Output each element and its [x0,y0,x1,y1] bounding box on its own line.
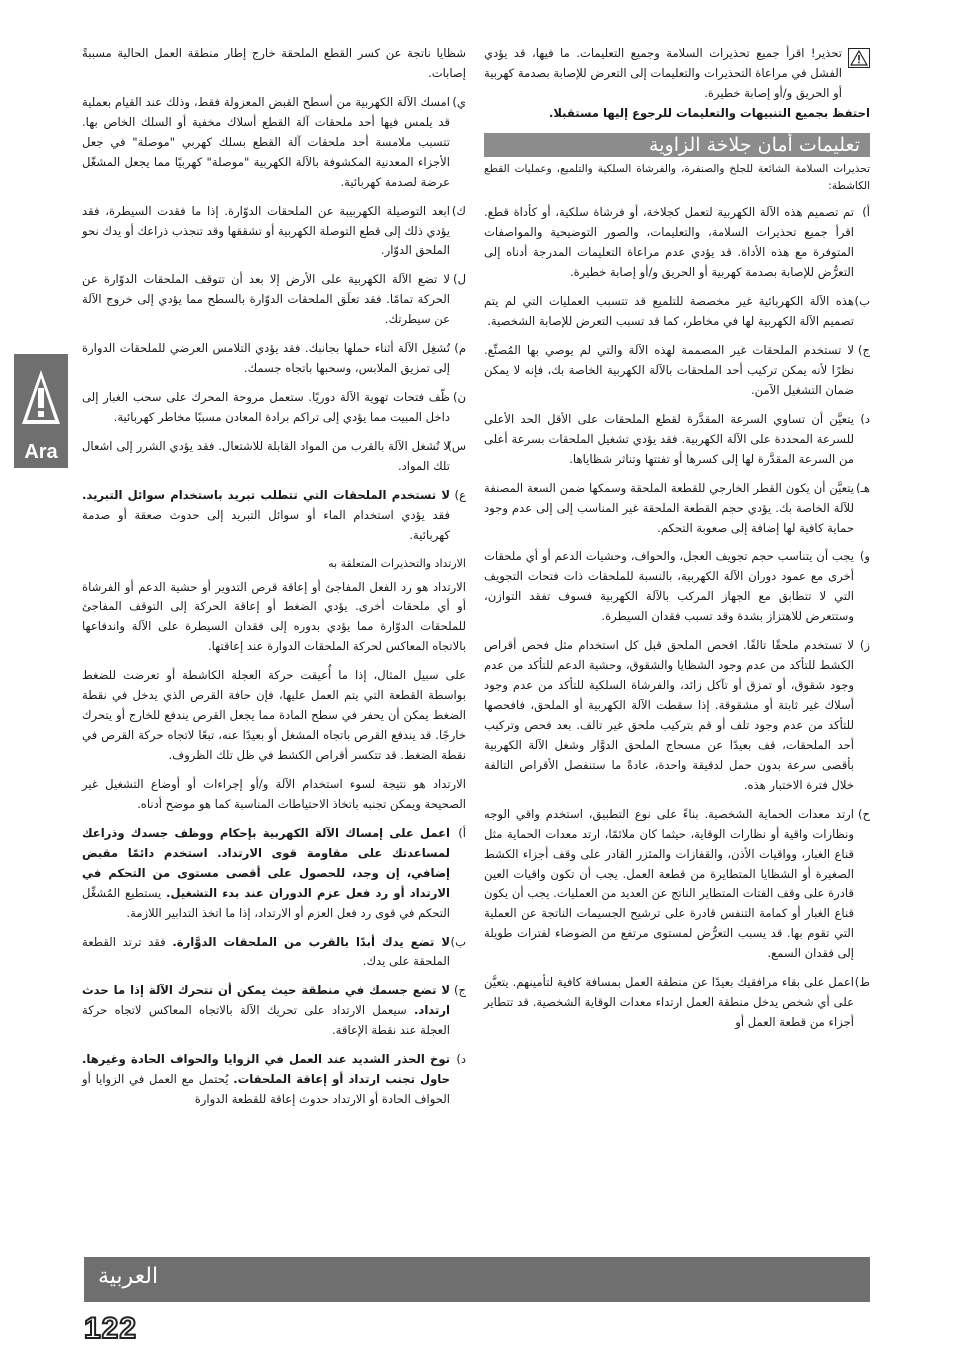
coolant-bold: لا تستخدم الملحقات التي تتطلب تبريد باستخدام سوائل التبريد. [82,487,450,502]
item-text: اعمل على بقاء مرافقيك بعيدًا عن منطقة العمل بمسافة كافية لتأمينهم. يتعيَّن على أي شخص يدخل منطقة العمل ارتداء معدات الوقاية الشخصية. قد تتطاير أجزاء من قطعة العمل أو [484,975,854,1030]
continuation-text: شظايا ناتجة عن كسر القطع الملحقة خارج إطار منطقة العمل الحالية مسببةً إصابات. [82,46,466,80]
safety-item-e [484,479,870,539]
item-label: ل) [453,272,466,287]
item-bold: لا تضع يدك أبدًا بالقرب من الملحقات الدوَّارة. [172,934,450,949]
item-text: يستطيع المُشغِّل التحكم في قوى رد فعل العزم أو الارتداد، إذا ما اتخذ التدابير اللازمة. [82,885,450,920]
item-bold: توخ الحذر الشديد عند العمل في الزوايا والحواف الحادة وغيرها. حاول تجنب ارتداد أو إعاقة الملحقات. [82,1052,451,1087]
section-title: تعليمات أمان جلاخة الزاوية [484,133,870,157]
section-subheading: تحذيرات السلامة الشائعة للجلخ والصنفرة، والفرشاة السلكية والتلميع، وعمليات القطع الكاشطة: [484,162,870,193]
item-text: تُشغِل الآلة أثناء حملها بجانبك. فقد يؤدي التلامس العرضي للملحقات الدوارة إلى تمزيق الملابس، وسحبها باتجاه جسمك. [82,341,450,376]
item-label: و) [859,549,870,564]
item-label: ج) [857,343,870,357]
item-label: ز) [859,638,870,653]
safety-item-d [484,410,870,470]
item-label: د) [860,411,870,426]
safety-item-b [484,292,870,332]
kickback-item-c [82,981,466,1041]
safety-item-y [82,93,466,193]
page-number: 122 [84,1312,138,1345]
kickback-item-b [82,933,466,973]
warning-exclamation-icon [20,368,62,428]
kickback-item-a [82,824,466,924]
item-text: لا تستخدم ملحقًا تالفًا. افحص الملحق قبل كل استخدام مثل فحص أقراص الكشط للتأكد من عدم وجود الشظايا والشقوق، وحشية الدعم للتأكد من عدم وجود شقوق، أو تمزق أو تآكل زائد، والفرشاة السلكية للتأكد من عدم وجود أسلاك غير ثابتة أو مشقوقة. إذا سقطت الآلة الكهربية أو الملحق، فافحصها للتأكد من عدم وجود تلف أو قم بتركيب ملحق غير تالف. بعد فحص وتركيب أحد الملحقات، قف بعيدًا عن مسحاج الملحق الدوَّار وشغل الآلة الكهربية بأقصى سرعة بدون حمل لدقيقة واحدة، عادةً ما ستنفصل الأقراص التالفة خلال فترة الاختبار هذه. [484,638,854,792]
item-label: أ) [862,205,870,220]
intro-keep-instructions: احتفظ بجميع التنبيهات والتعليمات للرجوع إليها مستقبلا. [548,105,870,120]
coolant-text: فقد يؤدي استخدام الماء أو سوائل التبريد إلى حدوث صعقة أو صدمة كهربائية. [82,507,450,542]
safety-item-n [82,388,466,428]
safety-item-m [82,339,466,379]
item-text: ارتد معدات الحماية الشخصية. بناءً على نوع التطبيق، استخدم واقي الوجه ونظارات واقية أو نظارات الوقاية، حيثما كان ملائمًا، ارتد معدات الحماية مثل قناع الغبار، وواقيات الأذن، والقفازات والمئزر القادر على وقف أجزاء الكشط الصغيرة أو الشظايا المتطايرة من قطعة العمل. يجب أن تكون واقيات العين قادرة على وقف الفتات المتطاير الناتج عن العديد من العمليات. يجب أن يكون قناع الغبار أو كمامة التنفس قادرة على ترشيح الجسيمات الناتجة عن العملية التي تقوم بها. قد يسبب التعرُّض لمستوى مرتفع من الضوضاء لفترات طويلة إلى فقدان السمع. [484,806,854,961]
kickback-heading: الارتداد والتحذيرات المتعلقة به [328,556,466,570]
item-text: ابعد التوصيلة الكهربيبة عن الملحقات الدوّارة. إذا ما فقدت السيطرة، فقد يؤدي ذلك إلى قطع التوصلة الكهربية أو تشققها وقد تنجذب ذراعك أو يدك نحو الملحق الدوّار. [82,203,450,258]
warning-triangle-icon [848,48,870,68]
safety-item-i [484,973,870,1033]
right-column [484,44,870,1042]
footer-language-bar [84,1257,870,1302]
safety-item-h [484,805,870,965]
kickback-paragraph-1: الارتداد هو رد الفعل المفاجئ أو إعاقة قرص التدوير أو حشية الدعم أو الفرشاة أو أي ملحقات أخرى. يؤدي الضغط أو إعاقة الحركة إلى التوقف المفاجئ للملحقات الدوّارة مما يؤدي بدوره إلى فقدان السيطرة على الآلة واندفاعها بالاتجاه المعاكس لحركة الملحقات الدوارة عند إعاقتها. [82,579,466,654]
item-text: هذه الآلة الكهربائية غير مخصصة للتلميع قد تتسبب العمليات التي لم يتم تصميم الآلة الكهربية لها في مخاطر، كما قد تسبب التعرض للإصابة الشخصية. [484,294,854,329]
item-text: لا تستخدم الملحقات غير المصممة لهذه الآلة والتي لم يوصي بها المُصنِّع. نظرًا لأنه يمكن تركيب أحد الملحقات بالآلة الكهربية الخاصة بك، فإنه لا يمكن ضمان التشغيل الآمن. [484,343,854,397]
item-text: فقد ترتد القطعة الملحقة على يدك. [82,934,450,969]
language-code: Ara [24,441,58,463]
item-label: ح) [857,806,870,821]
kickback-paragraph-2: على سبيل المثال، إذا ما أُعيقت حركة العجلة الكاشطة أو تعرضت للضغط بواسطة القطعة التي يتم العمل عليها، فإن حافة القرص الذي يدخل في نقطة الضغط يمكن أن يحفر في سطح المادة مما يجعل القرص يندفع للخارج أو يتحرك خارجًا. قد يندفع القرص باتجاه المشغل أو بعيدًا عنه، تبعًا لاتجاه حركة القرص في نقطة الضغط. قد تتكسر أقراص الكشط في ظل تلك الظروف. [82,668,466,763]
item-label: أ) [458,825,466,840]
item-label: س) [447,438,466,453]
safety-item-f [484,547,870,627]
item-text: يتعيَّن أن تساوي السرعة المقدَّرة لقطع الملحقات على الأقل الحد الأعلى للسرعة المحددة على الآلة الكهربية. فقد يؤدي تشغيل الملحقات بسرعة أعلى من السرعة المقدَّرة لها إلى كسرها أو تفتتها وتناثر شظاياها. [484,411,854,466]
safety-item-s [82,437,466,477]
item-bold: اعمل على إمساك الآلة الكهربية بإحكام ووظف جسدك وذراعك لمساعدتك على مقاومة قوى الارتداد. استخدم دائمًا مقبض إضافي، إن وجد، للحصول على أقصى مستوى من التحكم في الارتداد أو رد فعل عزم الدوران عند بدء التشغيل. [82,825,451,900]
safety-item-k [82,202,466,262]
item-text: يُحتمل مع العمل في الزوايا أو الحواف الحادة أو الارتداد حدوث إعاقة للقطعة الدوارة [82,1072,450,1107]
item-label: ج) [453,983,466,998]
item-text: لا تضع الآلة الكهربية على الأرض إلا بعد أن تتوقف الملحقات الدوّارة عن الحركة تمامًا. فقد تعلَق الملحقات الدوّارة بالسطح مما يؤدي إلى خروج الآلة عن سيطرتك. [82,272,450,327]
item-text: ظّف فتحات تهوية الآلة دوريًا. ستعمل مروحة المحرك على سحب الغبار إلى داخل المبيت مما يؤدي إلى تراكم برادة المعادن مسببًا مخاطر كهربائية. [82,390,450,424]
item-label: هـ) [855,480,870,495]
kickback-paragraph-3: الارتداد هو نتيجة لسوء استخدام الآلة و/أو إجراءات أو أوضاع التشغيل غير الصحيحة ويمكن تجنبه باتخاذ الاحتياطات المناسبة كما هو موضح أدناه. [82,776,466,811]
safety-item-g [484,636,870,796]
footer-language-name: العربية [98,1264,159,1289]
item-label: ط) [854,975,870,990]
item-text: سيعمل الارتداد على تحريك الآلة بالاتجاه المعاكس لاتجاه حركة العجلة عند نقطة الإعاقة. [82,1003,450,1038]
item-text: لا تُشغل الآلة بالقرب من المواد القابلة للاشتعال. فقد يؤدي الشرر إلى اشعال تلك المواد. [82,438,450,473]
item-text: تم تصميم هذه الآلة الكهربية لتعمل كجلاخة، أو فرشاة سلكية، أو كأداة قطع. اقرأ جميع تحذيرات السلامة، والتعليمات، والصور التوضيحية والمواصفات المتوفرة مع هذه الأداة. قد يؤدي عدم مراعاة التعليمات المدرجة أدناه إلى التعرُّض للإصابة بصدمة كهربية أو الحريق و/أو إصابة خطيرة. [484,205,854,280]
item-text: امسك الآلة الكهربية من أسطح القبض المعزولة فقط، وذلك عند القيام بعملية قد يلمس فيها أحد ملحقات آلة القطع أسلاك مخفية أو السلك الخاص بها. تتسبب ملامسة أحد ملحقات آلة القطع بسلك كهربي "موصلة" في جعل الأجزاء المعدنية المكشوفة بالآلة الكهربية "موصلة" كهربيًا مما يجعل المشغّل عرضة لصدمة كهربائية. [82,94,450,189]
language-side-tab [14,354,68,468]
item-label: ي) [452,94,466,109]
item-label: د) [456,1052,466,1067]
item-text: يتعيَّن أن يكون القطر الخارجي للقطعة الملحقة وسمكها ضمن السعة المصنفة للآلة الخاصة بك. يؤدي حجم القطعة الملحقة غير المناسب إلى إلى عدم وجود حماية كافية لها إضافة إلى صعوبة التحكم. [484,480,854,535]
left-column [82,44,466,1119]
safety-item-l [82,270,466,330]
intro-warning-text: تحذير! اقرأ جميع تحذيرات السلامة وجميع التعليمات. ما فيها، قد يؤدي الفشل في مراعاة التحذيرات والتعليمات إلى التعرض للإصابة بصدمة كهربية أو الحريق و/أو إصابة خطيرة. [484,46,842,100]
safety-item-c [484,341,870,401]
intro-warning-block [484,44,870,104]
item-label: ن) [452,390,466,405]
item-label: ك) [451,203,466,218]
kickback-item-d [82,1050,466,1110]
item-label: ب) [854,294,870,309]
coolant-warning [82,486,466,546]
item-label: ب) [450,934,466,949]
item-label: ع) [454,487,466,502]
item-label: م) [454,341,466,356]
safety-item-a [484,203,870,283]
item-bold: لا تضع جسمك في منطقة حيث يمكن أن تتحرك الآلة إذا ما حدث ارتداد. [82,983,450,1018]
item-text: يجب أن يتناسب حجم تجويف العجل، والحواف، وحشيات الدعم أو أي ملحقات أخرى مع عمود دوران الآلة الكهربية، بالنسبة للملحقات ذات فتحات التجويف التي لا تتطابق مع الجهاز المركب بالآلة الكهربية فسوف تفقد التوازن، وستتعرض للاهتزاز بشدة وقد تسبب فقدان السيطرة. [484,549,854,624]
